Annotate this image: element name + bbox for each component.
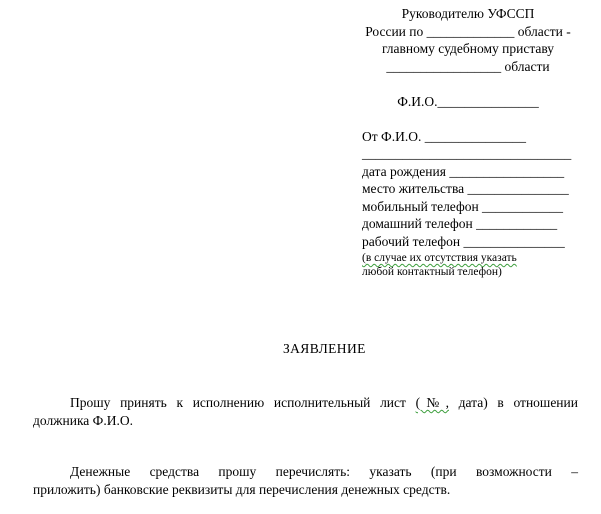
document-title: ЗАЯВЛЕНИЕ <box>283 341 366 356</box>
field-work-phone: рабочий телефон _______________ <box>362 233 565 249</box>
recipient-line-1: Руководителю УФССП <box>401 6 535 21</box>
recipient-line-2: России по _____________ области - <box>365 23 571 39</box>
recipient-line-4: _________________ области <box>386 58 550 74</box>
paragraph-2-line-1: Денежные средства прошу перечислять: указать (при возможности – <box>70 464 578 479</box>
paragraph-1-line-1 <box>33 394 578 412</box>
spacer-line <box>362 110 574 128</box>
phone-note-line-2: любой контактный телефон) <box>362 266 502 278</box>
phone-note-line-1: (в случае их отсутствия указать <box>362 252 517 264</box>
field-home-phone: домашний телефон ____________ <box>362 216 558 231</box>
recipient-line-3: главному судебному приставу <box>381 41 555 56</box>
applicant-continuation-line: _______________________________ <box>362 146 572 161</box>
field-residence: место жительства _______________ <box>362 181 569 196</box>
paragraph-1-line-2: должника Ф.И.О. <box>33 412 133 428</box>
recipient-applicant-block <box>362 5 574 279</box>
spacer-line <box>362 75 574 93</box>
field-mobile-phone: мобильный телефон ____________ <box>362 198 564 214</box>
field-date-of-birth: дата рождения _________________ <box>362 163 565 179</box>
paragraph-2 <box>33 463 578 498</box>
paragraph-1 <box>33 394 578 429</box>
paragraph-1-text: Прошу принять к исполнению исполнительный лист <box>70 395 416 410</box>
paragraph-2-line-2: приложить) банковские реквизиты для перечисления денежных средств. <box>33 481 451 497</box>
applicant-from-line: От Ф.И.О. _______________ <box>362 128 526 144</box>
recipient-fio-line: Ф.И.О._______________ <box>397 93 539 109</box>
paragraph-1-text-cont: дата) в отношении <box>448 395 578 410</box>
phone-note <box>362 251 574 279</box>
paragraph-1-grammar-marked-text: (№, <box>415 395 449 410</box>
